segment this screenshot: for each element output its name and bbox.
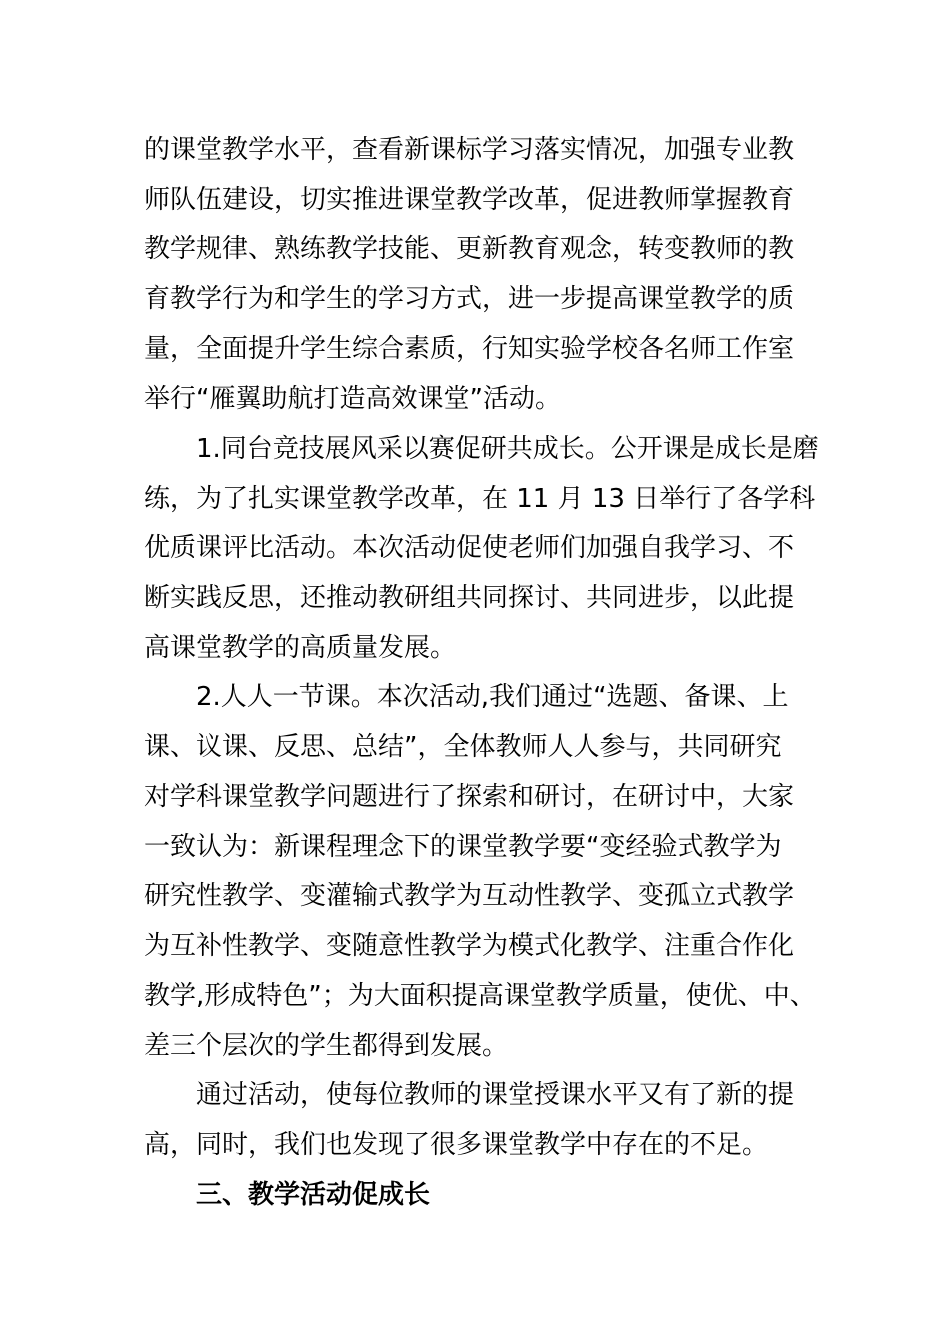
paragraph-line: 差三个层次的学生都得到发展。 [144,1031,509,1061]
paragraph-line: 为互补性教学、变随意性教学为模式化教学、注重合作化 [144,931,795,961]
paragraph-line: 2.人人一节课。本次活动,我们通过“选题、备课、上 [196,682,789,712]
paragraph-line: 的课堂教学水平，查看新课标学习落实情况，加强专业教 [144,135,795,165]
paragraph-line: 优质课评比活动。本次活动促使老师们加强自我学习、不 [144,533,795,563]
paragraph-line: 断实践反思，还推动教研组共同探讨、共同进步，以此提 [144,583,795,613]
paragraph-line: 1.同台竞技展风采以赛促研共成长。公开课是成长是磨 [196,434,819,464]
paragraph-line: 教学规律、熟练教学技能、更新教育观念，转变教师的教 [144,234,795,264]
paragraph-line: 课、议课、反思、总结”，全体教师人人参与，共同研究 [144,732,782,762]
paragraph-line: 对学科课堂教学问题进行了探索和研讨，在研讨中，大家 [144,782,795,812]
paragraph-line: 高，同时，我们也发现了很多课堂教学中存在的不足。 [144,1130,769,1160]
paragraph-line: 通过活动，使每位教师的课堂授课水平又有了新的提 [196,1080,795,1110]
paragraph-line: 一致认为：新课程理念下的课堂教学要“变经验式教学为 [144,832,782,862]
paragraph-line: 研究性教学、变灌输式教学为互动性教学、变孤立式教学 [144,881,795,911]
paragraph-line: 育教学行为和学生的学习方式，进一步提高课堂教学的质 [144,284,795,314]
paragraph-line: 举行“雁翼助航打造高效课堂”活动。 [144,384,561,414]
paragraph-line: 师队伍建设，切实推进课堂教学改革，促进教师掌握教育 [144,185,795,215]
section-heading: 三、教学活动促成长 [196,1180,431,1210]
paragraph-line: 量，全面提升学生综合素质，行知实验学校各名师工作室 [144,334,795,364]
paragraph-line: 教学,形成特色”；为大面积提高课堂教学质量，使优、中、 [144,981,816,1011]
paragraph-line: 练，为了扎实课堂教学改革，在 11 月 13 日举行了各学科 [144,484,816,514]
paragraph-line: 高课堂教学的高质量发展。 [144,633,457,663]
